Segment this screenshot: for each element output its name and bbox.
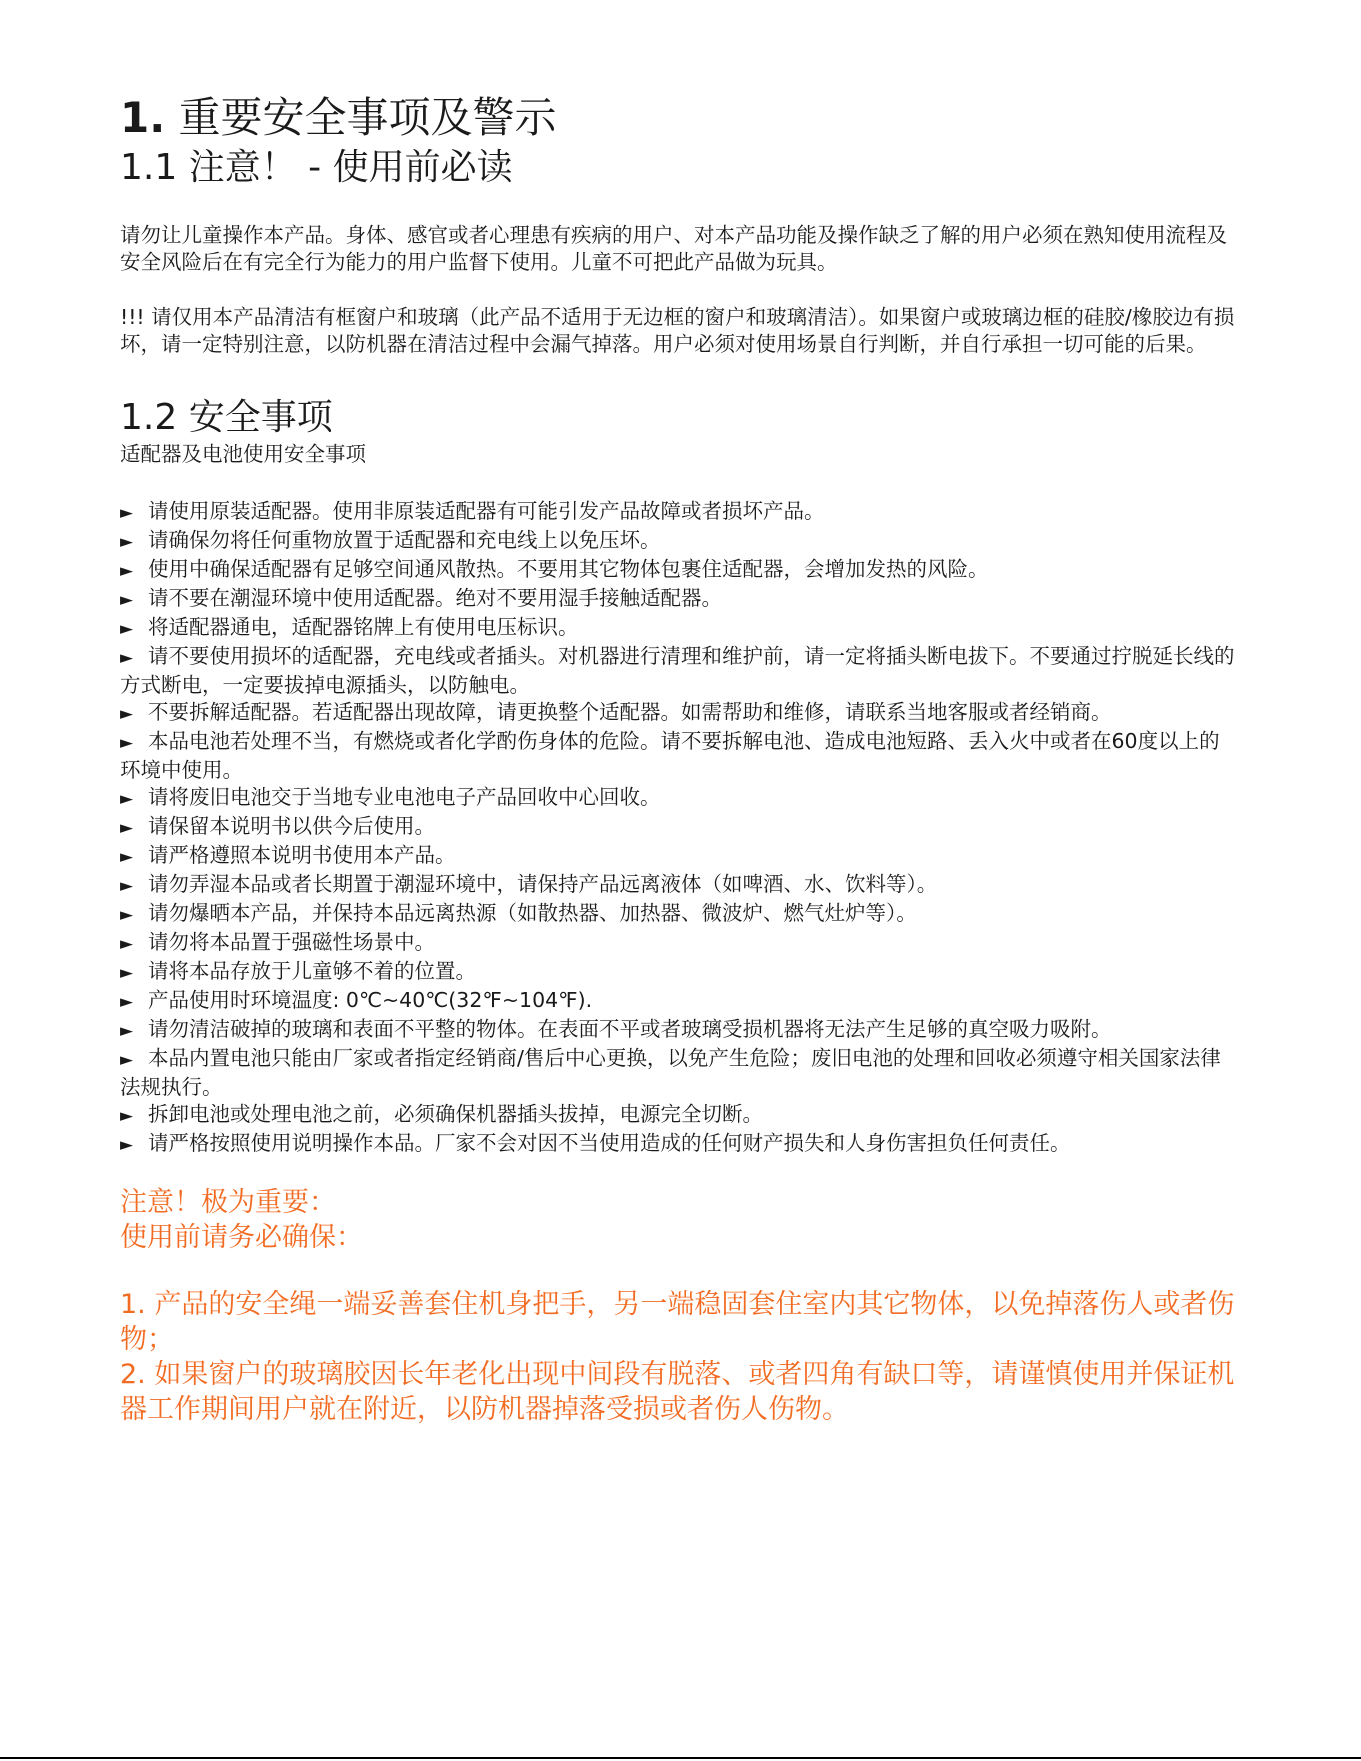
bullet-arrow-icon: ► [120,876,134,896]
children-usage-paragraph: 请勿让儿童操作本产品。身体、感官或者心理患有疾病的用户、对本产品功能及操作缺乏了解的用户必须在熟知使用流程及安全风险后在有完全行为能力的用户监督下使用。儿童不可把此产品做为玩具。 [120,223,1227,274]
section-subtitle: 适配器及电池使用安全事项 [120,442,366,466]
safety-item-text: 请勿爆晒本产品，并保持本品远离热源（如散热器、加热器、微波炉、燃气灶炉等）。 [148,901,917,925]
important-notice-subtitle: 使用前请务必确保： [120,1222,363,1253]
safety-item-list [120,498,1240,1159]
bullet-arrow-icon: ► [120,1135,134,1155]
bullet-arrow-icon: ► [120,1021,134,1041]
safety-item-text: 请将废旧电池交于当地专业电池电子产品回收中心回收。 [148,785,661,809]
safety-item-text: 请严格按照使用说明操作本品。厂家不会对因不当使用造成的任何财产损失和人身伤害担负任何责任。 [148,1131,1071,1155]
main-heading [120,92,1240,144]
safety-item-text: 请严格遵照本说明书使用本产品。 [148,843,456,867]
safety-item [120,842,1240,871]
safety-item-text: 请不要使用损坏的适配器，充电线或者插头。对机器进行清理和维护前，请一定将插头断电拔下。不要通过拧脱延长线的方式断电，一定要拔掉电源插头，以防触电。 [120,644,1235,697]
safety-item-text: 本品电池若处理不当，有燃烧或者化学酌伤身体的危险。请不要拆解电池、造成电池短路、丢入火中或者在60度以上的环境中使用。 [120,729,1220,782]
bullet-arrow-icon: ► [120,905,134,925]
safety-item [120,643,1240,699]
safety-item-text: 请确保勿将任何重物放置于适配器和充电线上以免压坏。 [148,528,661,552]
bullet-arrow-icon: ► [120,992,134,1012]
safety-item [120,958,1240,987]
bullet-arrow-icon: ► [120,648,134,668]
important-notice-title: 注意！极为重要： [120,1187,336,1218]
safety-item-text: 产品使用时环境温度: 0℃~40℃(32℉~104℉). [148,988,593,1012]
safety-item [120,929,1240,958]
main-heading-title: 重要安全事项及警示 [165,93,557,142]
safety-item [120,871,1240,900]
safety-item-text: 请使用原装适配器。使用非原装适配器有可能引发产品故障或者损坏产品。 [148,499,825,523]
important-item-glass-glue: 2. 如果窗户的玻璃胶因长年老化出现中间段有脱落、或者四角有缺口等，请谨慎使用并保证机器工作期间用户就在附近，以防机器掉落受损或者伤人伤物。 [120,1359,1235,1425]
bullet-arrow-icon: ► [120,561,134,581]
safety-item [120,1130,1240,1159]
main-heading-number: 1. [120,93,166,142]
bottom-divider [0,1757,1361,1759]
bullet-arrow-icon: ► [120,590,134,610]
important-item-safety-rope: 1. 产品的安全绳一端妥善套住机身把手，另一端稳固套住室内其它物体，以免掉落伤人或者伤物； [120,1289,1235,1355]
framed-window-warning-paragraph: !!! 请仅用本产品清洁有框窗户和玻璃（此产品不适用于无边框的窗户和玻璃清洁）。如果窗户或玻璃边框的硅胶/橡胶边有损坏，请一定特别注意，以防机器在清洁过程中会漏气掉落。用户必须对使用场景自行判断，并自行承担一切可能的后果。 [120,305,1235,356]
safety-item-text: 请保留本说明书以供今后使用。 [148,814,435,838]
safety-item-text: 请勿清洁破掉的玻璃和表面不平整的物体。在表面不平或者玻璃受损机器将无法产生足够的真空吸力吸附。 [148,1017,1112,1041]
safety-item [120,699,1240,728]
bullet-arrow-icon: ► [120,503,134,523]
bullet-arrow-icon: ► [120,619,134,639]
safety-item [120,987,1240,1016]
safety-item [120,556,1240,585]
bullet-arrow-icon: ► [120,818,134,838]
section-heading-attention: 1.1 注意！ - 使用前必读 [120,147,513,188]
safety-item-text: 不要拆解适配器。若适配器出现故障，请更换整个适配器。如需帮助和维修，请联系当地客服或者经销商。 [148,700,1112,724]
safety-item [120,1101,1240,1130]
safety-item-text: 请勿弄湿本品或者长期置于潮湿环境中，请保持产品远离液体（如啤酒、水、饮料等）。 [148,872,938,896]
bullet-arrow-icon: ► [120,704,134,724]
safety-item-text: 使用中确保适配器有足够空间通风散热。不要用其它物体包裹住适配器，会增加发热的风险。 [148,557,989,581]
safety-item [120,813,1240,842]
safety-item-text: 将适配器通电，适配器铭牌上有使用电压标识。 [148,615,579,639]
safety-item-text: 请不要在潮湿环境中使用适配器。绝对不要用湿手接触适配器。 [148,586,722,610]
safety-item [120,1016,1240,1045]
safety-item-text: 拆卸电池或处理电池之前，必须确保机器插头拔掉，电源完全切断。 [148,1102,763,1126]
bullet-arrow-icon: ► [120,847,134,867]
bullet-arrow-icon: ► [120,1050,134,1070]
safety-item [120,527,1240,556]
section-heading-safety: 1.2 安全事项 [120,397,333,438]
safety-item-text: 请将本品存放于儿童够不着的位置。 [148,959,476,983]
bullet-arrow-icon: ► [120,963,134,983]
manual-page [120,92,1240,1427]
bullet-arrow-icon: ► [120,733,134,753]
important-notice [120,1185,1240,1427]
safety-item [120,900,1240,929]
safety-item [120,784,1240,813]
safety-item [120,498,1240,527]
bullet-arrow-icon: ► [120,532,134,552]
bullet-arrow-icon: ► [120,934,134,954]
bullet-arrow-icon: ► [120,1106,134,1126]
safety-item [120,614,1240,643]
safety-item [120,728,1240,784]
safety-item-text: 请勿将本品置于强磁性场景中。 [148,930,435,954]
bullet-arrow-icon: ► [120,789,134,809]
safety-item [120,585,1240,614]
safety-item-text: 本品内置电池只能由厂家或者指定经销商/售后中心更换，以免产生危险；废旧电池的处理和回收必须遵守相关国家法律法规执行。 [120,1046,1221,1099]
safety-item [120,1045,1240,1101]
